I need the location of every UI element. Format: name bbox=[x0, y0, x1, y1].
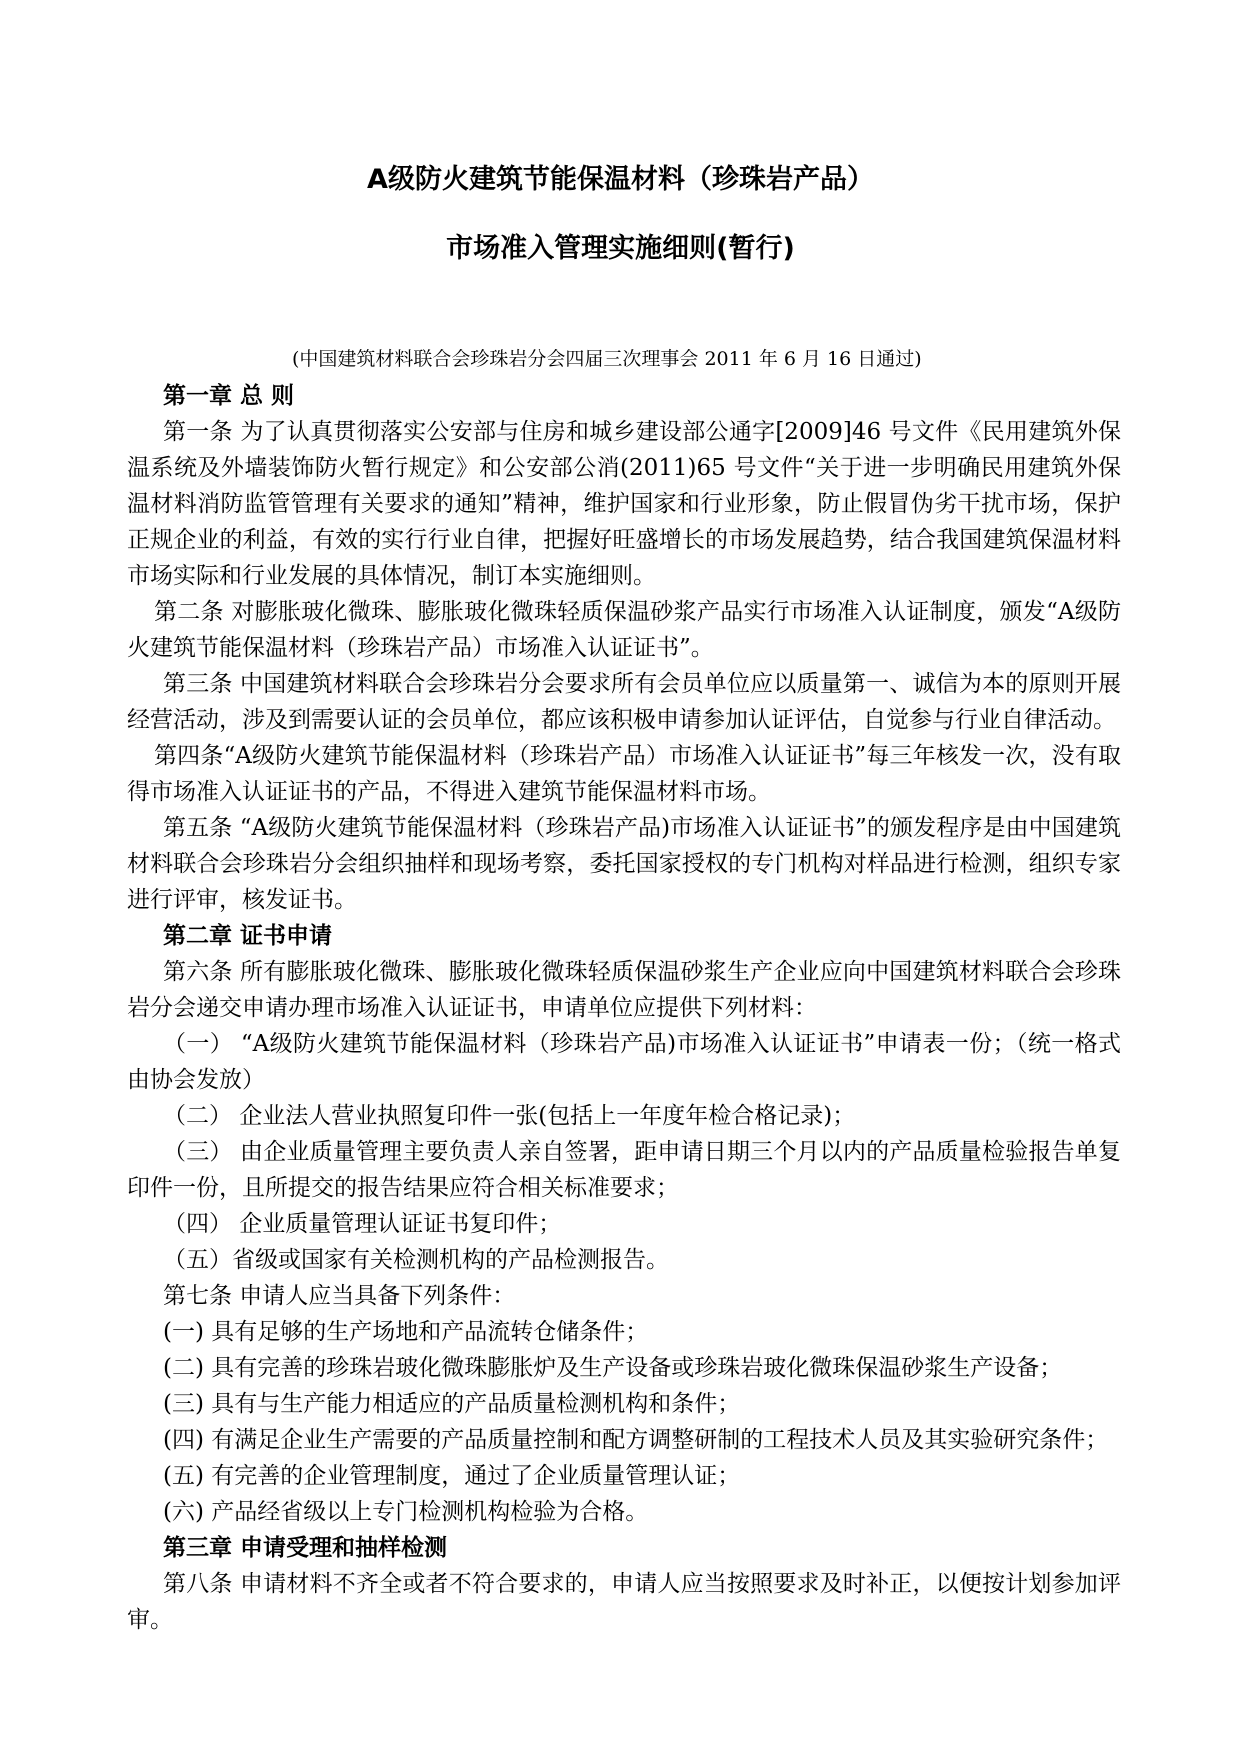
article-6-item: （四） 企业质量管理认证证书复印件； bbox=[163, 1211, 562, 1237]
document-body bbox=[127, 378, 1121, 1638]
article-6-item: （五）省级或国家有关检测机构的产品检测报告。 bbox=[163, 1247, 669, 1273]
article-7-item: (二) 具有完善的珍珠岩玻化微珠膨胀炉及生产设备或珍珠岩玻化微珠保温砂浆生产设备； bbox=[163, 1355, 1063, 1381]
article-7-item: (五) 有完善的企业管理制度，通过了企业质量管理认证； bbox=[163, 1463, 741, 1489]
chapter-3-heading: 第三章 申请受理和抽样检测 bbox=[163, 1534, 448, 1561]
document-title-line-2: 市场准入管理实施细则(暂行) bbox=[446, 233, 795, 264]
chapter-1-heading: 第一章 总 则 bbox=[163, 382, 295, 409]
article-4: 第四条“A级防火建筑节能保温材料（珍珠岩产品）市场准入认证证书”每三年核发一次，没有取得市场准入认证证书的产品，不得进入建筑节能保温材料市场。 bbox=[127, 743, 1121, 805]
chapter-2-heading: 第二章 证书申请 bbox=[163, 922, 333, 949]
article-2: 第二条 对膨胀玻化微珠、膨胀玻化微珠轻质保温砂浆产品实行市场准入认证制度，颁发“A级防火建筑节能保温材料（珍珠岩产品）市场准入认证证书”。 bbox=[127, 599, 1121, 661]
article-7-item: (六) 产品经省级以上专门检测机构检验为合格。 bbox=[163, 1499, 649, 1525]
article-5: 第五条 “A级防火建筑节能保温材料（珍珠岩产品)市场准入认证证书”的颁发程序是由中国建筑材料联合会珍珠岩分会组织抽样和现场考察，委托国家授权的专门机构对样品进行检测，组织专家进行评审，核发证书。 bbox=[127, 815, 1121, 913]
article-7-item: (四) 有满足企业生产需要的产品质量控制和配方调整研制的工程技术人员及其实验研究条件； bbox=[163, 1427, 1109, 1453]
adoption-note: (中国建筑材料联合会珍珠岩分会四届三次理事会 2011 年 6 月 16 日通过) bbox=[292, 348, 922, 370]
article-8: 第八条 申请材料不齐全或者不符合要求的，申请人应当按照要求及时补正，以便按计划参加评审。 bbox=[127, 1571, 1121, 1633]
article-6-item: （二） 企业法人营业执照复印件一张(包括上一年度年检合格记录)； bbox=[163, 1103, 856, 1129]
article-3: 第三条 中国建筑材料联合会珍珠岩分会要求所有会员单位应以质量第一、诚信为本的原则开展经营活动，涉及到需要认证的会员单位，都应该积极申请参加认证评估，自觉参与行业自律活动。 bbox=[127, 671, 1121, 733]
document-title-line-1: A级防火建筑节能保温材料（珍珠岩产品） bbox=[367, 164, 874, 195]
article-6: 第六条 所有膨胀玻化微珠、膨胀玻化微珠轻质保温砂浆生产企业应向中国建筑材料联合会珍珠岩分会递交申请办理市场准入认证证书，申请单位应提供下列材料： bbox=[127, 959, 1121, 1021]
article-7-item: (一) 具有足够的生产场地和产品流转仓储条件； bbox=[163, 1319, 649, 1345]
article-7-item: (三) 具有与生产能力相适应的产品质量检测机构和条件； bbox=[163, 1391, 741, 1417]
article-6-item: （一） “A级防火建筑节能保温材料（珍珠岩产品)市场准入认证证书”申请表一份；（统一格式由协会发放） bbox=[127, 1031, 1121, 1093]
article-1: 第一条 为了认真贯彻落实公安部与住房和城乡建设部公通字[2009]46 号文件《民用建筑外保温系统及外墙装饰防火暂行规定》和公安部公消(2011)65 号文件“关于进一步明确民用建筑外保温材料消防监管管理有关要求的通知”精神，维护国家和行业形象，防止假冒伪劣干扰市场，保护正规企业的利益，有效的实行行业自律，把握好旺盛增长的市场发展趋势，结合我国建筑保温材料市场实际和行业发展的具体情况，制订本实施细则。 bbox=[127, 419, 1121, 589]
article-7: 第七条 申请人应当具备下列条件： bbox=[163, 1283, 516, 1309]
article-6-item: （三） 由企业质量管理主要负责人亲自签署，距申请日期三个月以内的产品质量检验报告单复印件一份，且所提交的报告结果应符合相关标准要求； bbox=[127, 1139, 1121, 1201]
